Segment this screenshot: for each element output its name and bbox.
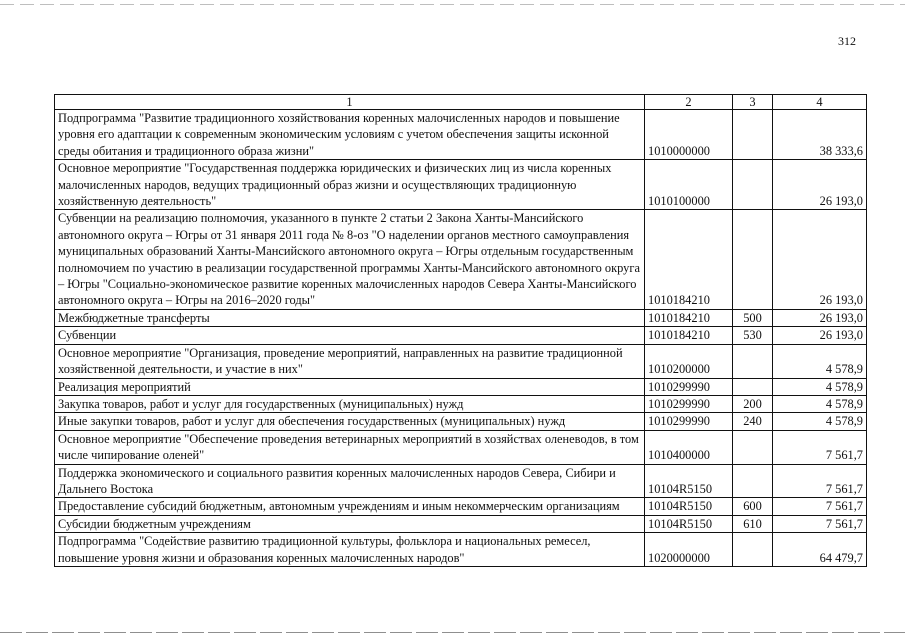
table-cell-code: 1010184210 (645, 309, 733, 326)
table-cell-code: 1010299990 (645, 378, 733, 395)
scan-edge-bottom (0, 632, 905, 633)
table-cell-sum: 7 561,7 (773, 464, 867, 498)
table-cell-name: Закупка товаров, работ и услуг для государственных (муниципальных) нужд (55, 395, 645, 412)
table-cell-sum: 7 561,7 (773, 515, 867, 532)
table-header-row (55, 95, 867, 110)
table-cell-code: 1010200000 (645, 344, 733, 378)
table-cell-type: 600 (733, 498, 773, 515)
table-cell-name: Основное мероприятие "Обеспечение проведения ветеринарных мероприятий в хозяйствах оленеводов, в том числе чипирование оленей" (55, 430, 645, 464)
table-row (55, 110, 867, 160)
table-cell-type: 610 (733, 515, 773, 532)
table-cell-name: Основное мероприятие "Организация, проведение мероприятий, направленных на развитие традиционной хозяйственной деятельности, и участие в них" (55, 344, 645, 378)
table-cell-type (733, 344, 773, 378)
table-row (55, 210, 867, 309)
table-cell-sum: 26 193,0 (773, 309, 867, 326)
table-cell-code: 1010000000 (645, 110, 733, 160)
column-header-code: 2 (645, 95, 733, 110)
table-cell-code: 10104R5150 (645, 498, 733, 515)
table-row (55, 378, 867, 395)
table-cell-code: 1010299990 (645, 413, 733, 430)
table-cell-sum: 4 578,9 (773, 378, 867, 395)
table-cell-type (733, 210, 773, 309)
table-row (55, 498, 867, 515)
table-cell-type (733, 533, 773, 567)
table-cell-type: 530 (733, 327, 773, 344)
table-cell-code: 1010184210 (645, 210, 733, 309)
table-cell-code: 10104R5150 (645, 515, 733, 532)
table-cell-sum: 4 578,9 (773, 395, 867, 412)
table-cell-sum: 4 578,9 (773, 344, 867, 378)
column-header-type: 3 (733, 95, 773, 110)
table-cell-sum: 26 193,0 (773, 210, 867, 309)
table-cell-name: Межбюджетные трансферты (55, 309, 645, 326)
table-cell-type (733, 160, 773, 210)
table-cell-type (733, 430, 773, 464)
column-header-name: 1 (55, 95, 645, 110)
table-cell-sum: 38 333,6 (773, 110, 867, 160)
table-cell-name: Поддержка экономического и социального развития коренных малочисленных народов Севера, Сибири и Дальнего Востока (55, 464, 645, 498)
table-cell-code: 1010184210 (645, 327, 733, 344)
table-cell-sum: 26 193,0 (773, 327, 867, 344)
table-cell-code: 1010400000 (645, 430, 733, 464)
table-cell-type: 240 (733, 413, 773, 430)
table-cell-name: Основное мероприятие "Государственная поддержка юридических и физических лиц из числа коренных малочисленных народов, ведущих традиционный образ жизни и осуществляющих традиционную хозяйственную деятельность" (55, 160, 645, 210)
table-row (55, 413, 867, 430)
table-cell-name: Субсидии бюджетным учреждениям (55, 515, 645, 532)
table-cell-type (733, 464, 773, 498)
table-cell-name: Предоставление субсидий бюджетным, автономным учреждениям и иным некоммерческим организациям (55, 498, 645, 515)
table-cell-type: 200 (733, 395, 773, 412)
table-cell-sum: 7 561,7 (773, 498, 867, 515)
scan-edge-top (0, 4, 905, 5)
table-cell-sum: 4 578,9 (773, 413, 867, 430)
table-row (55, 515, 867, 532)
table-row (55, 309, 867, 326)
table-row (55, 160, 867, 210)
table-cell-name: Подпрограмма "Содействие развитию традиционной культуры, фольклора и национальных ремесел, повышение уровня жизни и образования коренных малочисленных народов" (55, 533, 645, 567)
table-cell-type (733, 110, 773, 160)
table-cell-name: Иные закупки товаров, работ и услуг для обеспечения государственных (муниципальных) нужд (55, 413, 645, 430)
budget-table (54, 94, 867, 567)
table-cell-type (733, 378, 773, 395)
table-cell-name: Реализация мероприятий (55, 378, 645, 395)
table-row (55, 533, 867, 567)
table-cell-type: 500 (733, 309, 773, 326)
column-header-sum: 4 (773, 95, 867, 110)
table-cell-name: Субвенции на реализацию полномочия, указанного в пункте 2 статьи 2 Закона Ханты-Мансийского автономного округа – Югры от 31 января 2011 года № 8-оз "О наделении органов местного самоуправления муниципальных образований Ханты-Мансийского автономного округа – Югры отдельным государственным полномочием по участию в реализации государственной программы Ханты-Мансийского автономного округа – Югры "Социально-экономическое развитие коренных малочисленных народов Севера Ханты-Мансийского автономного округа – Югры на 2016–2020 годы" (55, 210, 645, 309)
table-row (55, 395, 867, 412)
table-cell-sum: 26 193,0 (773, 160, 867, 210)
table-cell-name: Субвенции (55, 327, 645, 344)
table-cell-sum: 7 561,7 (773, 430, 867, 464)
page-number: 312 (838, 34, 856, 48)
table-cell-name: Подпрограмма "Развитие традиционного хозяйствования коренных малочисленных народов и повышение уровня его адаптации к современным экономическим условиям с учетом обеспечения защиты исконной среды обитания и традиционного образа жизни" (55, 110, 645, 160)
table-cell-code: 10104R5150 (645, 464, 733, 498)
table-row (55, 430, 867, 464)
table-row (55, 327, 867, 344)
table-row (55, 344, 867, 378)
table-cell-code: 1010100000 (645, 160, 733, 210)
table-cell-sum: 64 479,7 (773, 533, 867, 567)
table-cell-code: 1010299990 (645, 395, 733, 412)
table-cell-code: 1020000000 (645, 533, 733, 567)
table-row (55, 464, 867, 498)
